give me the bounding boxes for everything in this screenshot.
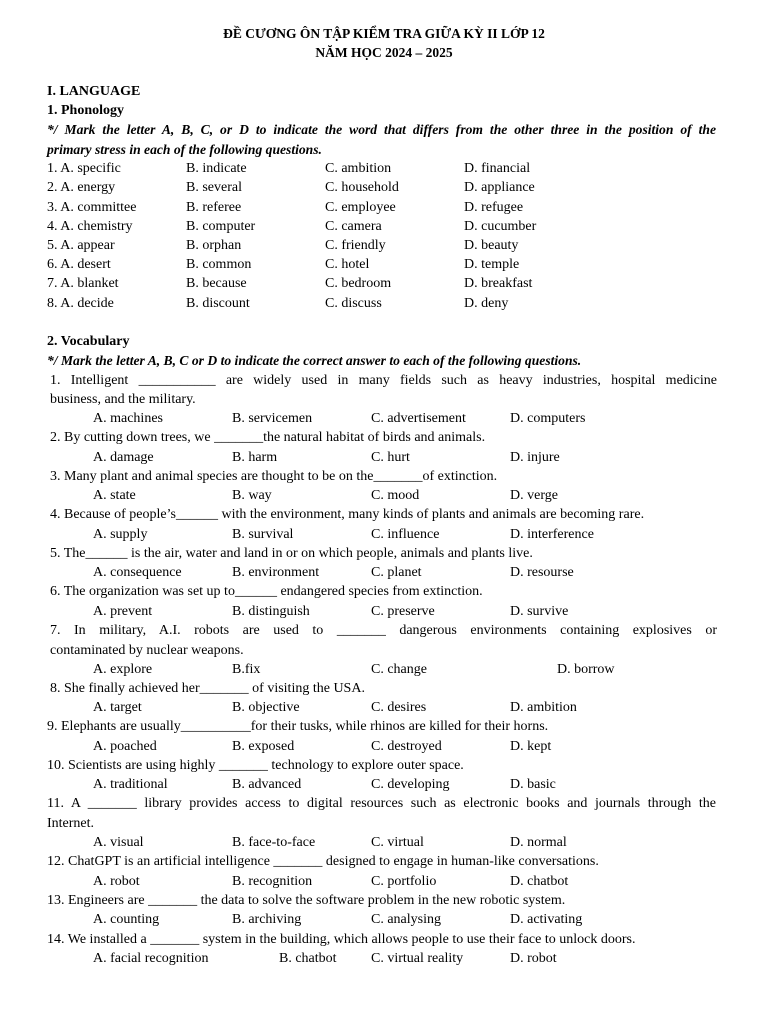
vocab-q13-option-c: C. analysing xyxy=(371,912,441,927)
vocab-q5-option-d: D. resourse xyxy=(510,565,574,580)
vocab-q7-option-b: B.fix xyxy=(232,662,261,677)
vocab-q10-stem: 10. Scientists are using highly _______ technology to explore outer space. xyxy=(47,758,464,773)
phon-q6-a: 6. A. desert xyxy=(47,257,111,272)
phon-q6-d: D. temple xyxy=(464,257,520,272)
phonology-instruction-line2: primary stress in each of the following questions. xyxy=(47,142,322,157)
phonology-title: 1. Phonology xyxy=(47,103,125,118)
phon-q2-b: B. several xyxy=(186,180,242,195)
vocab-q7-option-a: A. explore xyxy=(93,662,153,677)
vocab-q5-option-c: C. planet xyxy=(371,565,422,580)
vocab-q6-option-c: C. preserve xyxy=(371,604,435,619)
phon-q6-b: B. common xyxy=(186,257,252,272)
vocab-q14-option-d: D. robot xyxy=(510,951,557,966)
vocab-q2-option-c: C. hurt xyxy=(371,450,410,465)
vocab-q11-stem-line2: Internet. xyxy=(47,816,95,831)
section-title: I. LANGUAGE xyxy=(47,84,141,99)
vocab-q14-stem: 14. We installed a _______ system in the building, which allows people to use their face to unlock doors. xyxy=(47,932,636,947)
vocab-q6-option-d: D. survive xyxy=(510,604,569,619)
vocab-q4-stem: 4. Because of people’s______ with the environment, many kinds of plants and animals are becoming rare. xyxy=(50,507,645,522)
phon-q5-c: C. friendly xyxy=(325,238,386,253)
vocab-q1-stem: 1. Intelligent ___________ are widely used in many fields such as heavy industries, hospital medicine xyxy=(50,373,717,388)
vocabulary-instruction: */ Mark the letter A, B, C or D to indicate the correct answer to each of the following questions. xyxy=(47,353,582,368)
vocab-q1-option-a: A. machines xyxy=(93,411,163,426)
vocab-q13-stem: 13. Engineers are _______ the data to solve the software problem in the new robotic system. xyxy=(47,893,566,908)
vocab-q5-option-a: A. consequence xyxy=(93,565,182,580)
vocab-q2-stem: 2. By cutting down trees, we _______the natural habitat of birds and animals. xyxy=(50,430,486,445)
vocab-q7-stem: 7. In military, A.I. robots are used to _______ dangerous environments containing explosives or xyxy=(50,623,717,638)
vocab-q3-option-a: A. state xyxy=(93,488,136,503)
vocab-q7-option-d: D. borrow xyxy=(557,662,615,677)
phon-q4-a: 4. A. chemistry xyxy=(47,219,133,234)
phon-q1-d: D. financial xyxy=(464,161,531,176)
phon-q5-d: D. beauty xyxy=(464,238,519,253)
phon-q5-a: 5. A. appear xyxy=(47,238,115,253)
vocab-q4-option-c: C. influence xyxy=(371,527,440,542)
vocab-q12-option-d: D. chatbot xyxy=(510,874,569,889)
vocab-q9-option-a: A. poached xyxy=(93,739,157,754)
vocab-q1-option-c: C. advertisement xyxy=(371,411,466,426)
vocab-q13-option-a: A. counting xyxy=(93,912,160,927)
vocab-q9-option-b: B. exposed xyxy=(232,739,295,754)
vocab-q14-option-c: C. virtual reality xyxy=(371,951,464,966)
vocab-q4-option-a: A. supply xyxy=(93,527,148,542)
phon-q8-d: D. deny xyxy=(464,296,509,311)
phon-q1-b: B. indicate xyxy=(186,161,247,176)
phon-q8-c: C. discuss xyxy=(325,296,382,311)
vocab-q11-option-b: B. face-to-face xyxy=(232,835,316,850)
phon-q8-a: 8. A. decide xyxy=(47,296,114,311)
vocab-q9-option-c: C. destroyed xyxy=(371,739,442,754)
vocab-q14-option-b: B. chatbot xyxy=(279,951,337,966)
vocab-q1-option-d: D. computers xyxy=(510,411,586,426)
phon-q7-d: D. breakfast xyxy=(464,276,533,291)
vocab-q3-option-d: D. verge xyxy=(510,488,558,503)
phon-q3-a: 3. A. committee xyxy=(47,200,137,215)
vocab-q3-option-b: B. way xyxy=(232,488,272,503)
vocab-q2-option-a: A. damage xyxy=(93,450,154,465)
vocab-q6-option-a: A. prevent xyxy=(93,604,153,619)
vocab-q3-stem: 3. Many plant and animal species are thought to be on the_______of extinction. xyxy=(50,469,498,484)
vocab-q12-option-a: A. robot xyxy=(93,874,140,889)
vocab-q9-option-d: D. kept xyxy=(510,739,552,754)
vocab-q13-option-d: D. activating xyxy=(510,912,583,927)
vocab-q9-stem: 9. Elephants are usually__________for their tusks, while rhinos are killed for their horns. xyxy=(47,719,549,734)
vocab-q11-option-c: C. virtual xyxy=(371,835,424,850)
vocab-q8-option-a: A. target xyxy=(93,700,142,715)
document-title: ĐỀ CƯƠNG ÔN TẬP KIỂM TRA GIỮA KỲ II LỚP 12 xyxy=(223,26,545,41)
phon-q4-b: B. computer xyxy=(186,219,256,234)
phon-q3-b: B. referee xyxy=(186,200,242,215)
phon-q4-d: D. cucumber xyxy=(464,219,537,234)
phonology-instruction xyxy=(47,120,716,139)
vocab-q10-option-a: A. traditional xyxy=(93,777,168,792)
school-year: NĂM HỌC 2024 – 2025 xyxy=(315,45,453,60)
vocab-q13-option-b: B. archiving xyxy=(232,912,302,927)
vocab-q8-stem: 8. She finally achieved her_______ of visiting the USA. xyxy=(50,681,365,696)
phon-q7-b: B. because xyxy=(186,276,247,291)
phon-q1-c: C. ambition xyxy=(325,161,392,176)
phon-q4-c: C. camera xyxy=(325,219,382,234)
phon-q8-b: B. discount xyxy=(186,296,250,311)
phonology-instruction-line1: */ Mark the letter A, B, C, or D to indicate the word that differs from the other three in the position of the xyxy=(47,122,716,137)
vocab-q10-option-d: D. basic xyxy=(510,777,556,792)
vocab-q12-option-b: B. recognition xyxy=(232,874,313,889)
vocab-q8-option-b: B. objective xyxy=(232,700,300,715)
phon-q3-c: C. employee xyxy=(325,200,396,215)
vocab-q12-stem: 12. ChatGPT is an artificial intelligence _______ designed to engage in human-like conversations. xyxy=(47,854,599,869)
vocab-q11-option-d: D. normal xyxy=(510,835,567,850)
vocab-q11-stem: 11. A _______ library provides access to digital resources such as electronic books and journals through the xyxy=(47,796,716,811)
vocab-q6-stem: 6. The organization was set up to______ endangered species from extinction. xyxy=(50,584,483,599)
vocab-q2-option-d: D. injure xyxy=(510,450,560,465)
vocab-q1-stem-line2: business, and the military. xyxy=(50,392,196,407)
vocabulary-title: 2. Vocabulary xyxy=(47,334,130,349)
vocab-q4-option-b: B. survival xyxy=(232,527,294,542)
vocab-q8-option-d: D. ambition xyxy=(510,700,577,715)
phon-q2-a: 2. A. energy xyxy=(47,180,116,195)
vocab-q5-stem: 5. The______ is the air, water and land in or on which people, animals and plants live. xyxy=(50,546,533,561)
phon-q5-b: B. orphan xyxy=(186,238,242,253)
vocab-q2-option-b: B. harm xyxy=(232,450,278,465)
phon-q2-d: D. appliance xyxy=(464,180,535,195)
vocab-q11-option-a: A. visual xyxy=(93,835,144,850)
vocab-q14-option-a: A. facial recognition xyxy=(93,951,209,966)
vocab-q6-option-b: B. distinguish xyxy=(232,604,310,619)
phon-q7-c: C. bedroom xyxy=(325,276,392,291)
vocab-q8-option-c: C. desires xyxy=(371,700,427,715)
phon-q2-c: C. household xyxy=(325,180,399,195)
vocab-q7-stem-line2: contaminated by nuclear weapons. xyxy=(50,643,244,658)
phon-q3-d: D. refugee xyxy=(464,200,524,215)
phon-q6-c: C. hotel xyxy=(325,257,370,272)
vocab-q7-option-c: C. change xyxy=(371,662,427,677)
vocab-q12-option-c: C. portfolio xyxy=(371,874,437,889)
vocab-q1-option-b: B. servicemen xyxy=(232,411,313,426)
phon-q1-a: 1. A. specific xyxy=(47,161,121,176)
vocab-q10-option-b: B. advanced xyxy=(232,777,302,792)
vocab-q4-option-d: D. interference xyxy=(510,527,594,542)
vocab-q5-option-b: B. environment xyxy=(232,565,320,580)
vocab-q3-option-c: C. mood xyxy=(371,488,420,503)
phon-q7-a: 7. A. blanket xyxy=(47,276,119,291)
vocab-q10-option-c: C. developing xyxy=(371,777,450,792)
